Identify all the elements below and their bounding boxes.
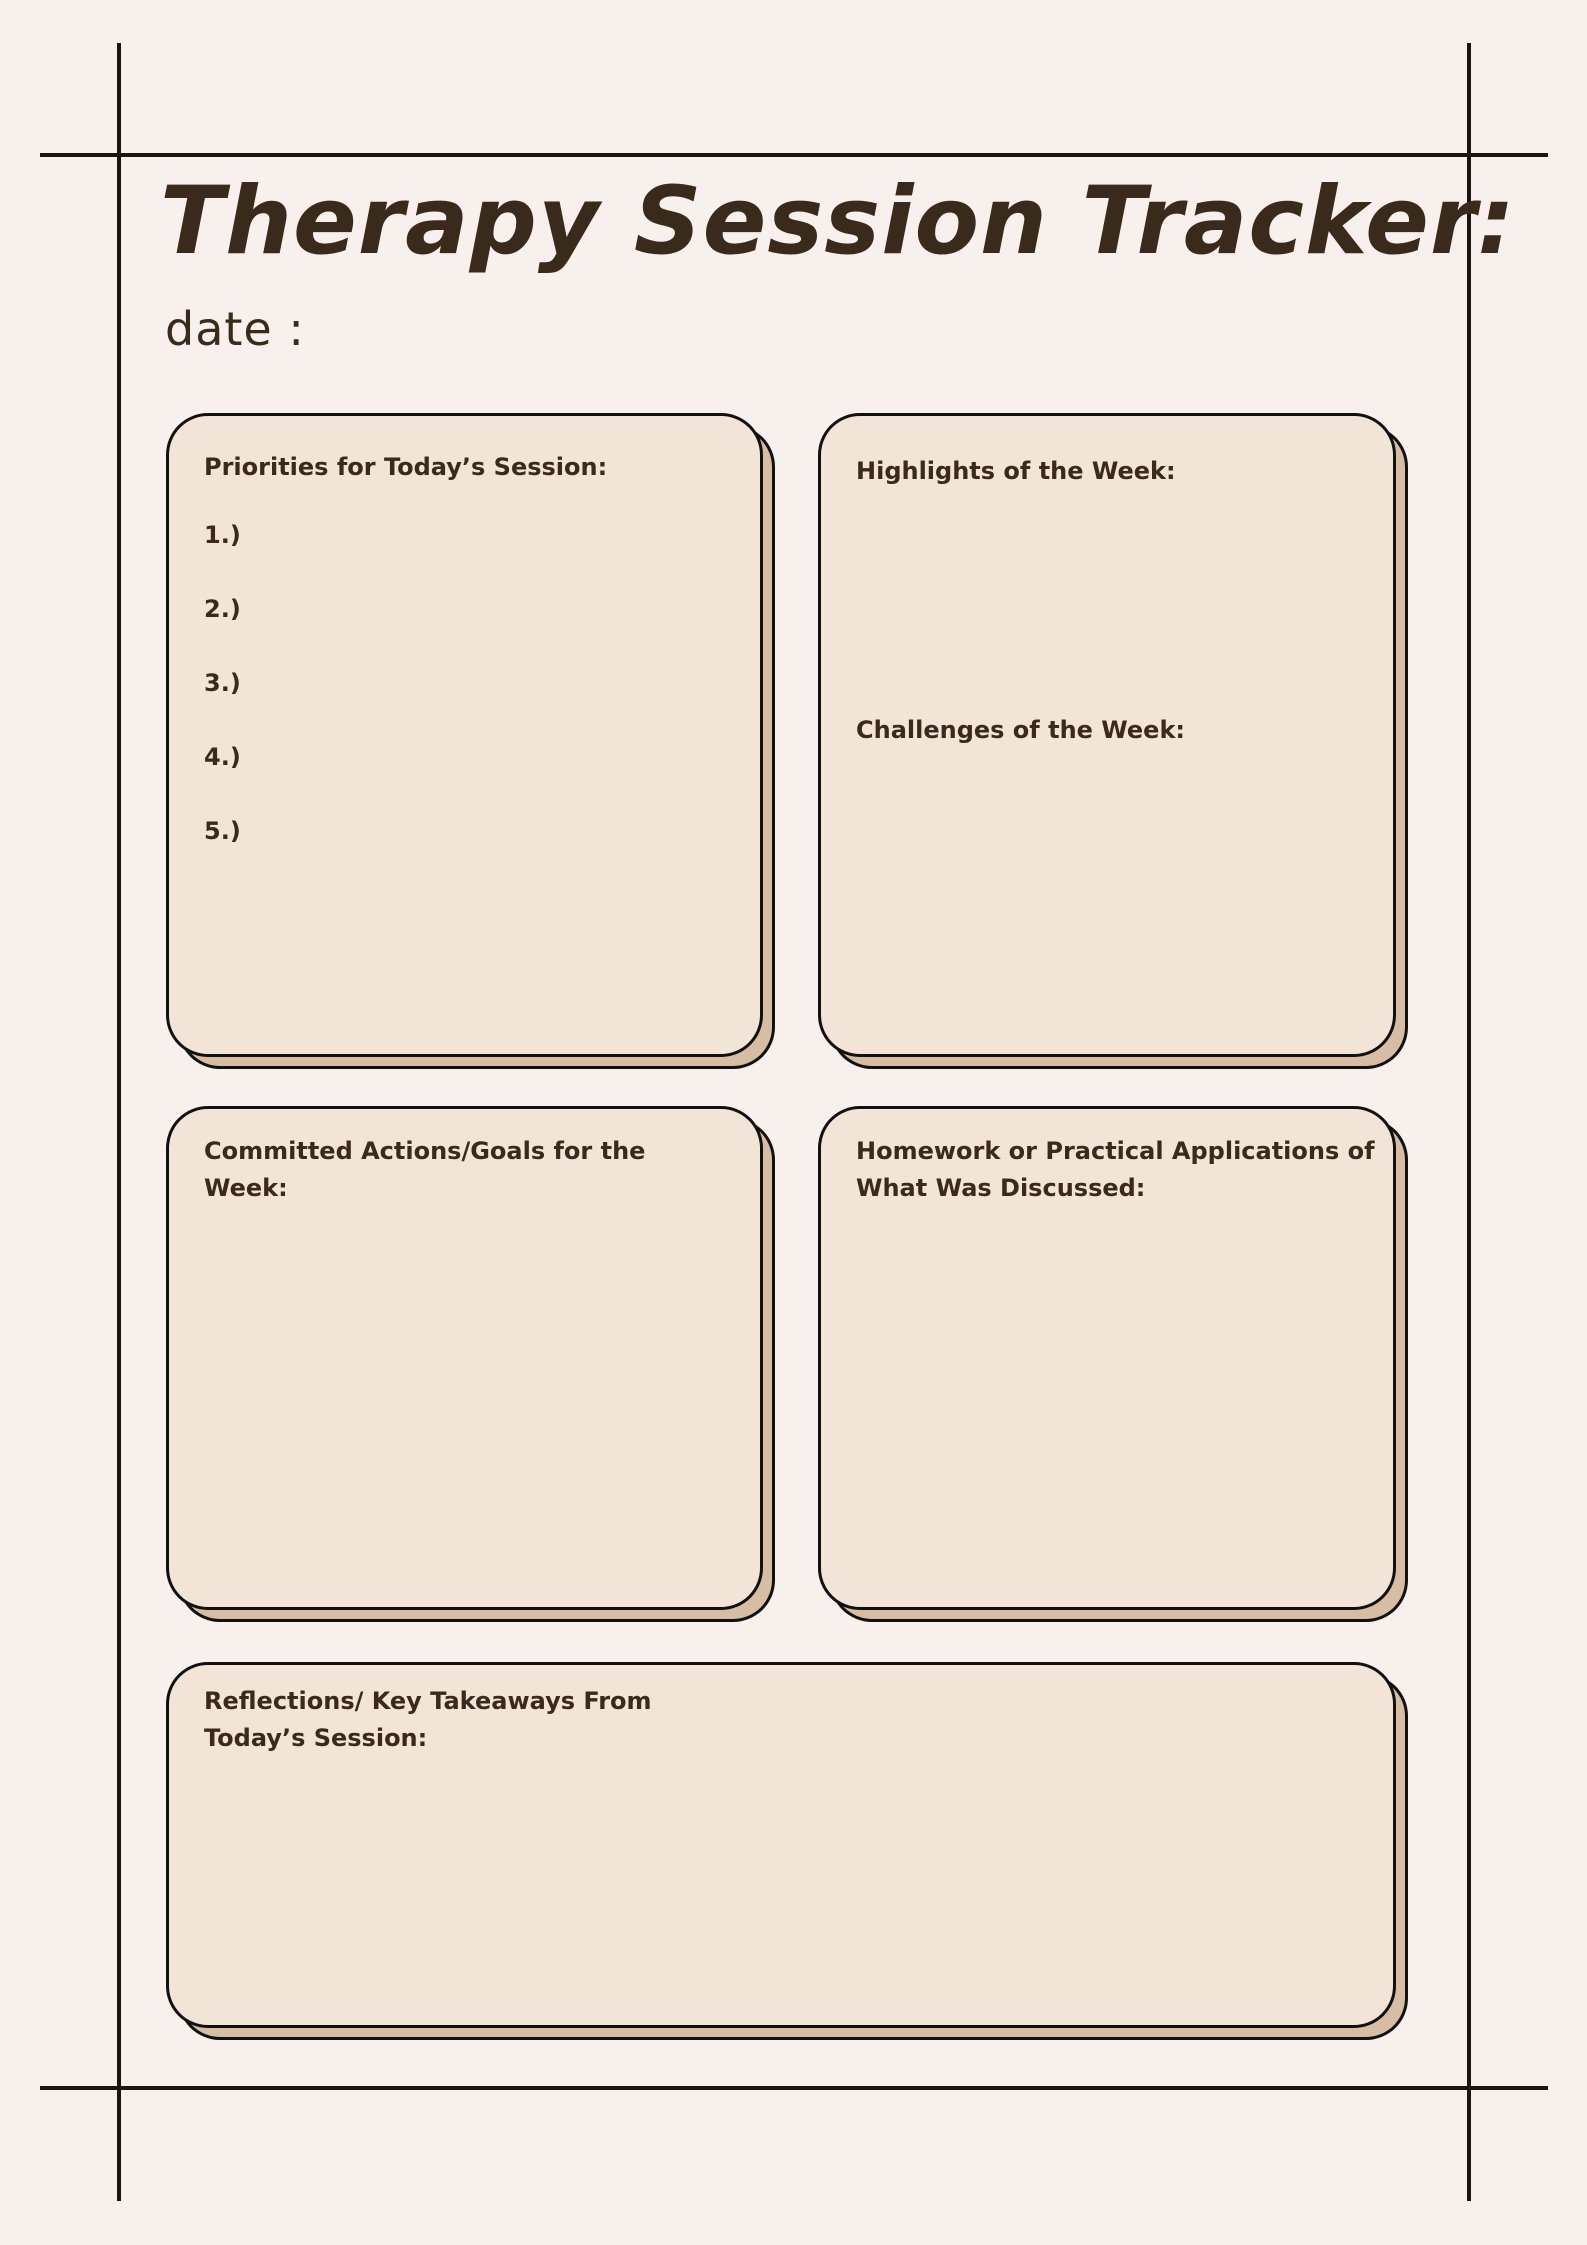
highlights-heading: Highlights of the Week:	[856, 457, 1176, 485]
reflections-card[interactable]	[166, 1662, 1396, 2028]
priority-item-2[interactable]: 2.)	[204, 595, 241, 623]
homework-card[interactable]	[818, 1106, 1396, 1610]
goals-heading-line2: Week:	[204, 1174, 288, 1202]
top-rule	[40, 153, 1548, 157]
left-rule	[117, 43, 121, 2201]
reflections-heading-line2: Today’s Session:	[204, 1724, 428, 1752]
priority-item-4[interactable]: 4.)	[204, 743, 241, 771]
page-title: Therapy Session Tracker:	[160, 167, 1516, 276]
goals-card[interactable]	[166, 1106, 763, 1610]
priority-item-5[interactable]: 5.)	[204, 817, 241, 845]
homework-heading-line2: What Was Discussed:	[856, 1174, 1146, 1202]
highlights-challenges-card[interactable]	[818, 413, 1396, 1057]
right-rule	[1467, 43, 1471, 2201]
priority-item-3[interactable]: 3.)	[204, 669, 241, 697]
homework-heading-line1: Homework or Practical Applications of	[856, 1137, 1375, 1165]
priorities-heading: Priorities for Today’s Session:	[204, 453, 608, 481]
goals-heading-line1: Committed Actions/Goals for the	[204, 1137, 646, 1165]
challenges-heading: Challenges of the Week:	[856, 716, 1186, 744]
date-label[interactable]: date :	[165, 302, 305, 356]
priorities-card[interactable]	[166, 413, 763, 1057]
bottom-rule	[40, 2086, 1548, 2090]
priority-item-1[interactable]: 1.)	[204, 521, 241, 549]
reflections-heading-line1: Reflections/ Key Takeaways From	[204, 1687, 652, 1715]
